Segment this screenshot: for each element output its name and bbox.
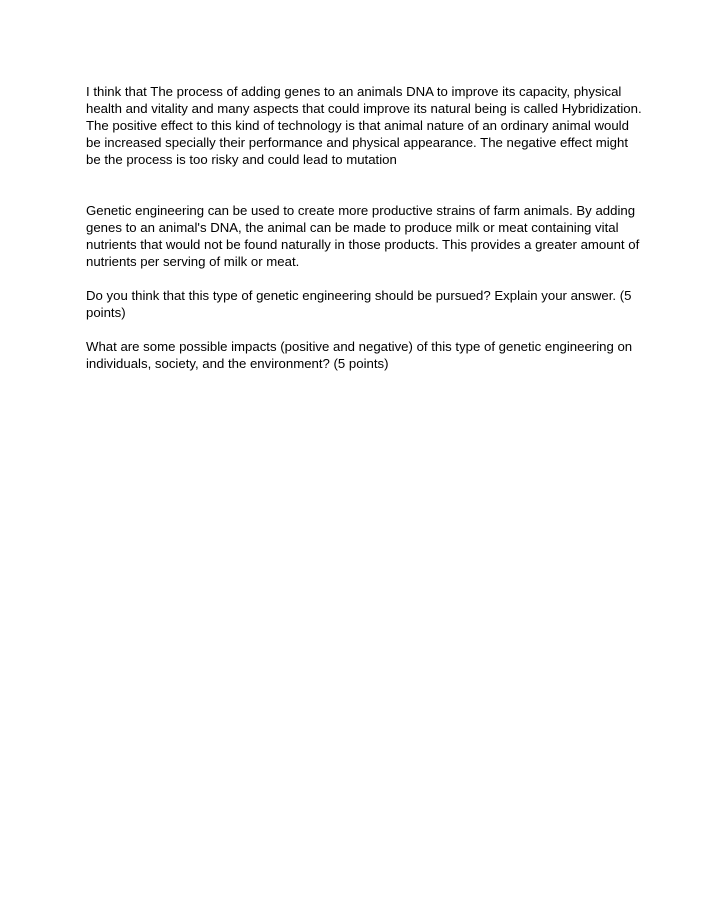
prompt-paragraph: Genetic engineering can be used to create more productive strains of farm animals. By adding genes to an animal's DNA, the animal can be made to produce milk or meat containing vital nutrients that would not be found naturally in those products. This provides a greater amount of nutrients per serving of milk or meat. [86, 203, 640, 269]
question-1: Do you think that this type of genetic engineering should be pursued? Explain your answer. (5 points) [86, 288, 632, 320]
answer-paragraph: I think that The process of adding genes to an animals DNA to improve its capacity, physical health and vitality and many aspects that could improve its natural being is called Hybridization. The positive effect to this kind of technology is that animal nature of an ordinary animal would be increased specially their performance and physical appearance. The negative effect might be the process is too risky and could lead to mutation [86, 84, 642, 167]
document-page [86, 83, 646, 372]
question-2: What are some possible impacts (positive and negative) of this type of genetic engineering on individuals, society, and the environment? (5 points) [86, 339, 633, 371]
